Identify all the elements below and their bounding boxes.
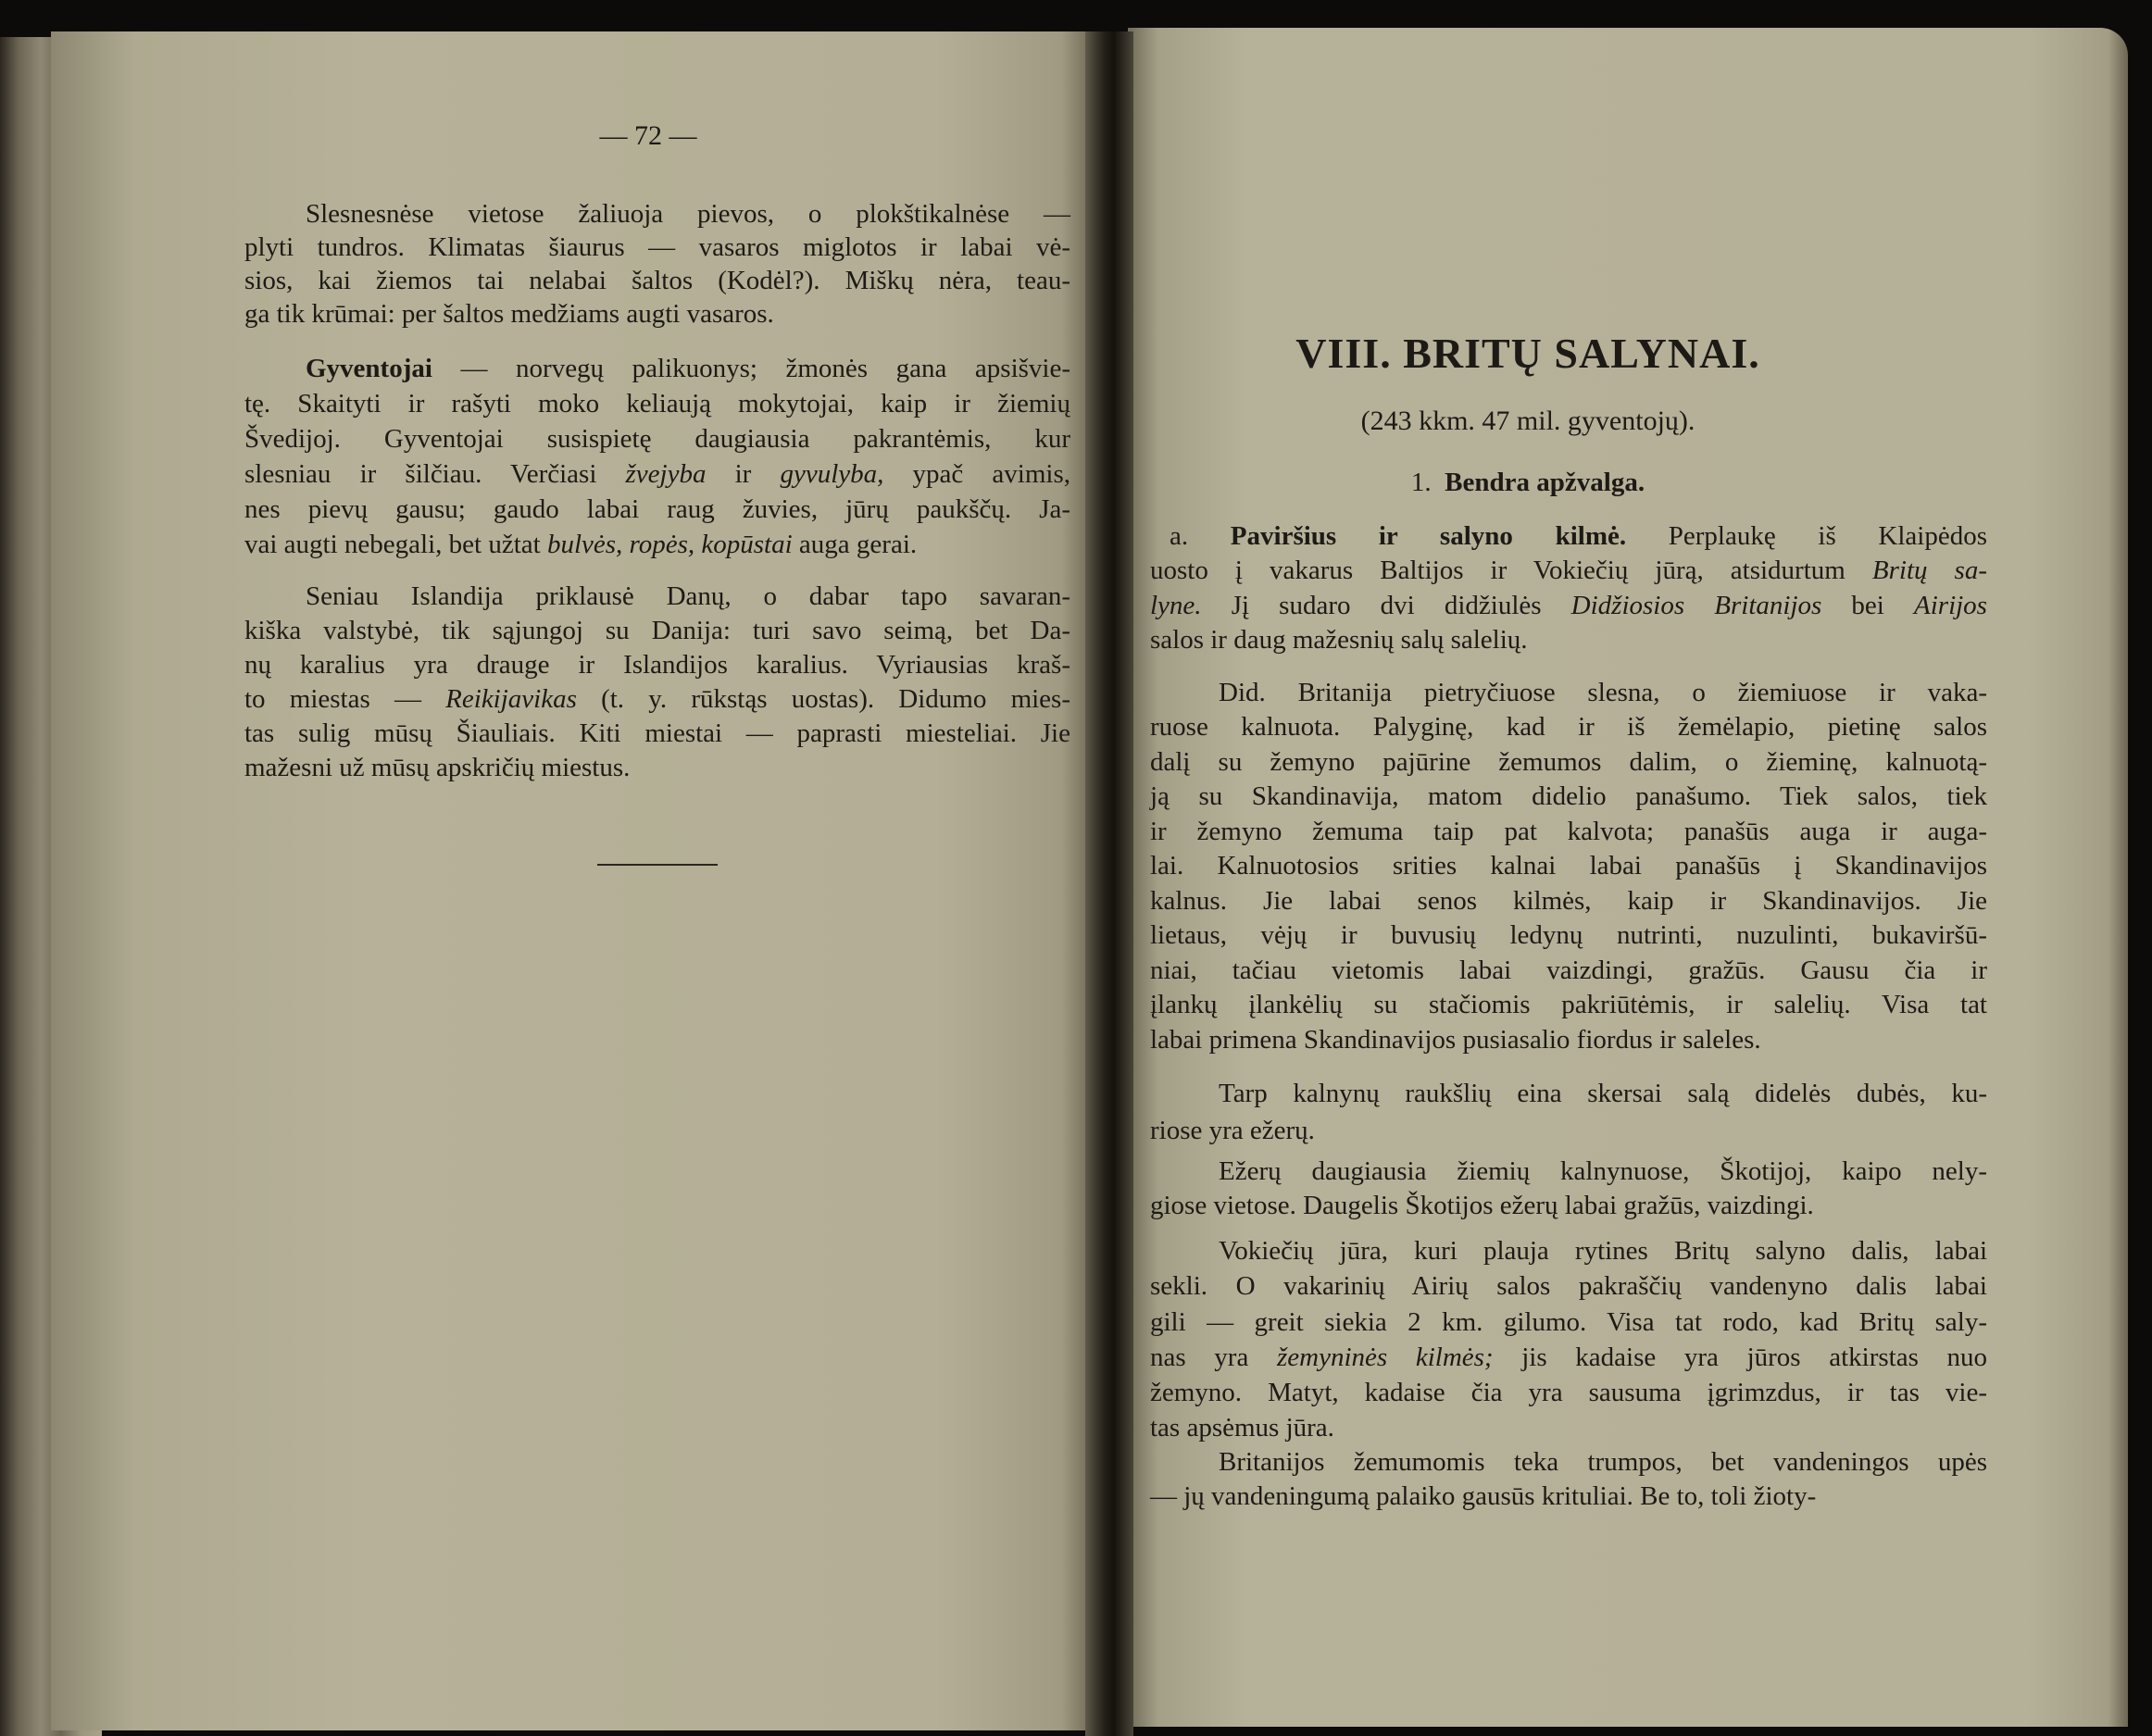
section-heading (1204, 468, 1852, 498)
section-number: 1. (1410, 468, 1432, 497)
text-line (1150, 623, 1987, 656)
text-line (1150, 1480, 1987, 1513)
text-run: Ežerų daugiausia žiemių kalnynuose, Škotijoj, kaipo nely- (1219, 1156, 1987, 1186)
italic-text: žemyninės kilmės; (1277, 1343, 1494, 1372)
text-line (1150, 918, 1987, 952)
text-run: sios, kai žiemos tai nelabai šaltos (Kodėl?). Miškų nėra, teau- (244, 266, 1070, 295)
text-run: a. (1170, 521, 1231, 551)
book-spine (1085, 31, 1133, 1736)
text-run: kiška valstybė, tik sąjungoj su Danija: turi savo seimą, bet Da- (244, 616, 1070, 645)
text-line (1150, 1269, 1987, 1303)
text-line (1150, 849, 1987, 882)
text-line (244, 614, 1070, 647)
text-line (244, 751, 1070, 784)
text-run: tas apsėmus jūra. (1150, 1413, 1334, 1443)
text-run: — jų vandeningumą palaiko gausūs krituliai. Be to, toli žioty- (1150, 1481, 1817, 1511)
text-run: tę. Skaityti ir rašyti moko keliaują mokytojai, kaip ir žiemių (244, 389, 1070, 418)
text-line (1219, 676, 1987, 709)
text-run: gili — greit siekia 2 km. gilumo. Visa tat rodo, kad Britų saly- (1150, 1307, 1987, 1337)
text-run: salos ir daug mažesnių salų salelių. (1150, 625, 1528, 655)
text-run: vai augti nebegali, bet užtat (244, 530, 547, 559)
text-line (1150, 1341, 1987, 1374)
text-line (1150, 1189, 1987, 1222)
text-run: auga gerai. (792, 530, 918, 559)
text-line (244, 717, 1070, 750)
text-run: kalnus. Jie labai senos kilmės, kaip ir Skandinavijos. Jie (1150, 886, 1987, 916)
text-line (1150, 554, 1987, 587)
italic-text: žvejyba (625, 459, 707, 489)
text-line (306, 580, 1070, 613)
text-run: labai primena Skandinavijos pusiasalio fiordus ir saleles. (1150, 1025, 1761, 1055)
text-line (1219, 1445, 1987, 1479)
page-number: — 72 — (599, 120, 697, 151)
text-run: ga tik krūmai: per šaltos medžiams augti vasaros. (244, 299, 774, 329)
text-run: įlankų įlankėlių su stačiomis pakriūtėmis, ir salelių. Visa tat (1150, 990, 1987, 1019)
text-line (1150, 884, 1987, 918)
text-run: Vokiečių jūra, kuri plauja rytines Britų salyno dalis, labai (1219, 1236, 1987, 1266)
text-run: Švedijoj. Gyventojai susispietę daugiausia pakrantėmis, kur (244, 424, 1070, 454)
text-line (244, 297, 1070, 331)
text-run: giose vietose. Daugelis Škotijos ežerų labai gražūs, vaizdingi. (1150, 1191, 1814, 1220)
italic-text: Britų sa- (1871, 556, 1988, 585)
text-line (244, 648, 1070, 681)
text-run: Perplaukę iš Klaipėdos (1626, 521, 1987, 551)
text-run: mažesni už mūsų apskričių miestus. (244, 753, 631, 782)
text-run: dalį su žemyno pajūrine žemumos dalim, o žieminę, kalnuotą- (1150, 747, 1987, 777)
text-run: nas yra (1150, 1343, 1277, 1372)
text-line (1150, 1411, 1987, 1444)
text-run: to miestas — (244, 684, 446, 714)
text-run: Tarp kalnynų raukšlių eina skersai salą didelės dubės, ku- (1219, 1079, 1987, 1108)
text-run: Britanijos žemumomis teka trumpos, bet vandeningos upės (1219, 1447, 1987, 1477)
text-run: nes pievų gausu; gaudo labai raug žuvies, jūrų paukščų. Ja- (244, 494, 1070, 524)
text-line (1150, 1114, 1987, 1147)
text-run: ruose kalnuota. Palyginę, kad ir iš žemėlapio, pietinę salos (1150, 712, 1987, 742)
text-line (306, 197, 1070, 231)
bold-text: Gyventojai (306, 354, 432, 383)
text-run: slesniau ir šilčiau. Verčiasi (244, 459, 626, 489)
text-line (1150, 1305, 1987, 1339)
text-run: Slesnesnėse vietose žaliuoja pievos, o plokštikalnėse — (306, 199, 1070, 229)
text-line (306, 352, 1070, 385)
section-title: Bendra apžvalga. (1445, 468, 1645, 497)
italic-text: Airijos (1914, 591, 1987, 620)
italic-text: lyne. (1150, 591, 1202, 620)
italic-text: bulvės, ropės, kopūstai (546, 530, 793, 559)
text-line (1170, 519, 1987, 553)
text-run: plyti tundros. Klimatas šiaurus — vasaros miglotos ir labai vė- (244, 232, 1070, 262)
text-run: nų karalius yra drauge ir Islandijos karalius. Vyriausias kraš- (244, 650, 1070, 680)
text-run: uosto į vakarus Baltijos ir Vokiečių jūrą, atsidurtum (1150, 556, 1872, 585)
text-line (244, 231, 1070, 264)
text-line (244, 528, 1070, 561)
text-run: bei (1821, 591, 1915, 620)
text-run: lai. Kalnuotosios srities kalnai labai panašūs į Skandinavijos (1150, 851, 1987, 880)
chapter-subtitle: (243 kkm. 47 mil. gyventojų). (1360, 406, 1695, 436)
text-line (244, 457, 1070, 491)
text-run: jis kadaise yra jūros atkirstas nuo (1493, 1343, 1988, 1372)
text-run: Seniau Islandija priklausė Danų, o dabar tapo savaran- (306, 581, 1070, 611)
text-run: niai, tačiau vietomis labai vaizdingi, gražūs. Gausu čia ir (1150, 955, 1987, 985)
text-run: (t. y. rūkstąs uostas). Didumo mies- (576, 684, 1071, 714)
text-line (1219, 1155, 1987, 1188)
italic-text: gyvulyba, (780, 459, 884, 489)
text-run: ypač avimis, (883, 459, 1070, 489)
bold-text: Paviršius ir salyno kilmė. (1230, 521, 1627, 551)
text-line (1150, 745, 1987, 779)
text-run: ir (706, 459, 781, 489)
text-run: ir žemyno žemuma taip pat kalvota; panašūs auga ir auga- (1150, 817, 1987, 846)
text-line (1150, 988, 1987, 1021)
text-run: riose yra ežerų. (1150, 1116, 1315, 1145)
text-line (244, 264, 1070, 297)
text-line (1150, 1023, 1987, 1056)
text-line (1150, 1376, 1987, 1409)
text-run: sekli. O vakarinių Airių salos pakraščių vandenyno dalis labai (1150, 1271, 1987, 1301)
text-line (1150, 710, 1987, 743)
text-line (1150, 815, 1987, 848)
italic-text: Reikijavikas (445, 684, 577, 714)
chapter-title: VIII. BRITŲ SALYNAI. (1295, 330, 1760, 377)
text-line (1150, 954, 1987, 987)
text-line (244, 493, 1070, 526)
text-line (1150, 589, 1987, 622)
text-line (244, 387, 1070, 420)
text-line (244, 682, 1070, 716)
text-line (1150, 780, 1987, 813)
text-line (244, 422, 1070, 456)
text-run: — norvegų palikuonys; žmonės gana apsišvie- (432, 354, 1070, 383)
text-run: ją su Skandinavija, matom didelio panašumo. Tiek salos, tiek (1150, 781, 1987, 811)
text-run: tas sulig mūsų Šiauliais. Kiti miestai — paprasti miesteliai. Jie (244, 718, 1070, 748)
italic-text: Didžiosios Britanijos (1570, 591, 1822, 620)
text-line (1219, 1234, 1987, 1268)
text-line (1219, 1077, 1987, 1110)
section-end-rule (597, 864, 718, 866)
text-run: Jį sudaro dvi didžiulės (1201, 591, 1571, 620)
text-run: Did. Britanija pietryčiuose slesna, o žiemiuose ir vaka- (1219, 678, 1987, 707)
text-run: žemyno. Matyt, kadaise čia yra sausuma įgrimzdus, ir tas vie- (1150, 1378, 1987, 1407)
text-run: lietaus, vėjų ir buvusių ledynų nutrinti, nuzulinti, bukaviršū- (1150, 920, 1987, 950)
